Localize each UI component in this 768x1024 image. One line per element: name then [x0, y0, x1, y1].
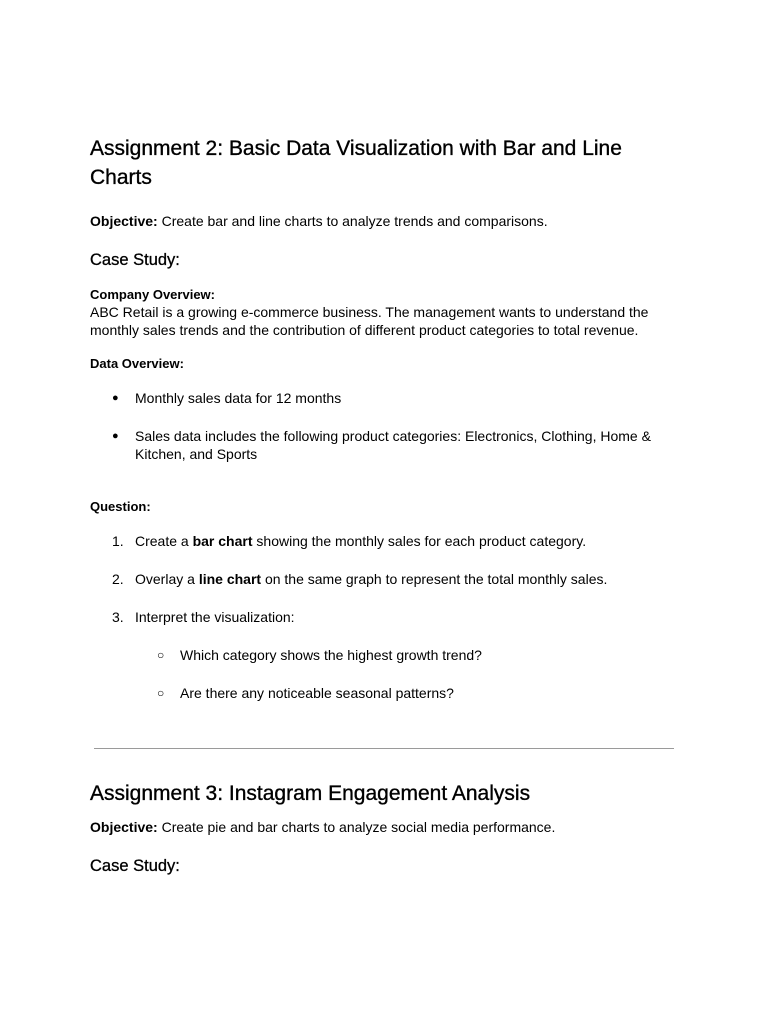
assignment-3-objective	[90, 818, 678, 836]
question-label: Question:	[90, 499, 151, 514]
list-item: ○ Which category shows the highest growth trend?	[157, 647, 482, 663]
data-overview-label: Data Overview:	[90, 356, 184, 371]
list-item: ○ Are there any noticeable seasonal patterns?	[157, 685, 454, 701]
list-item: 2. Overlay a line chart on the same graph to represent the total monthly sales.	[112, 571, 608, 587]
company-overview-label: Company Overview:	[90, 287, 215, 302]
bullet-icon: ●	[112, 392, 119, 404]
objective-text: Create pie and bar charts to analyze social media performance.	[157, 819, 556, 835]
list-item: 3. Interpret the visualization:	[112, 609, 295, 625]
list-number: 2.	[112, 571, 124, 587]
interpretation-sub-list	[90, 646, 678, 702]
list-item: 1. Create a bar chart showing the monthly sales for each product category.	[112, 533, 587, 549]
list-number: 3.	[112, 609, 124, 625]
assignment-2-objective	[90, 212, 678, 230]
company-overview-text: ABC Retail is a growing e-commerce business. The management wants to understand the monthly sales trends and the contribution of different product categories to total revenue.	[90, 304, 649, 338]
objective-label: Objective:	[90, 819, 158, 835]
data-overview-list	[90, 389, 678, 463]
hollow-bullet-icon: ○	[157, 686, 165, 700]
case-study-heading: Case Study:	[90, 251, 180, 269]
list-item: ● Monthly sales data for 12 months	[112, 390, 342, 406]
objective-label: Objective:	[90, 213, 158, 229]
list-item: ● Sales data includes the following product categories: Electronics, Clothing, Home & Kitchen, and Sports	[112, 428, 651, 462]
assignment-3-title: Assignment 3: Instagram Engagement Analysis	[90, 782, 531, 805]
case-study-heading: Case Study:	[90, 857, 180, 875]
objective-text: Create bar and line charts to analyze trends and comparisons.	[157, 213, 548, 229]
hollow-bullet-icon: ○	[157, 648, 165, 662]
assignment-2-title: Assignment 2: Basic Data Visualization with Bar and Line Charts	[90, 137, 622, 189]
bullet-icon: ●	[112, 430, 119, 442]
question-list	[90, 532, 678, 626]
list-number: 1.	[112, 533, 124, 549]
